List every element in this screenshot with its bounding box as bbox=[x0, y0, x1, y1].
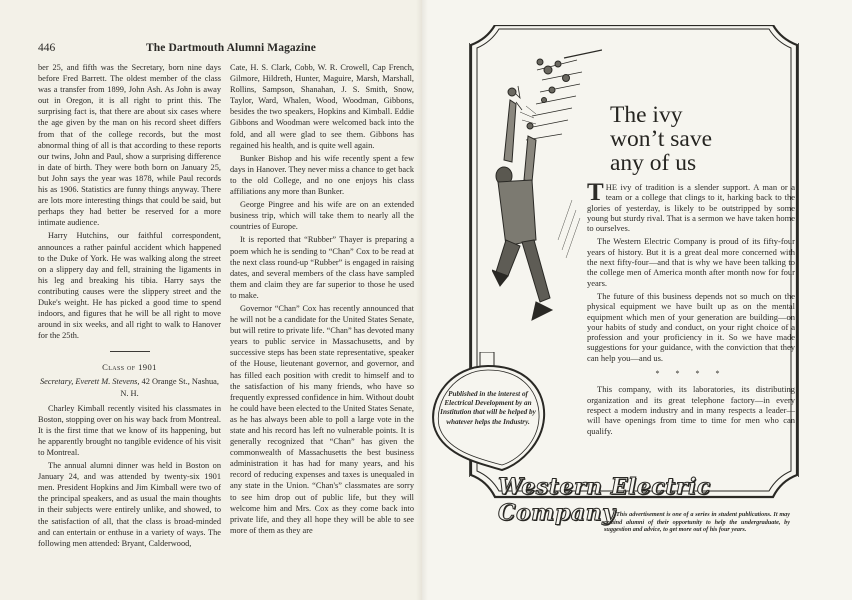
running-head bbox=[38, 42, 418, 56]
headline-line: The ivy bbox=[610, 102, 683, 128]
secretary-label: Secretary, bbox=[40, 377, 74, 387]
secretary-line bbox=[38, 376, 221, 398]
ad-footnote bbox=[604, 511, 790, 534]
left-column-1 bbox=[38, 62, 221, 549]
secretary-name: Everett M. Stevens, bbox=[75, 377, 140, 387]
paragraph: Charley Kimball recently visited his classmates in Boston, stopping over on his way back from Montreal. It is the first time that we know of its happening, but he apparently brought no tangible evidence of his visit to Montreal. bbox=[38, 403, 221, 457]
paragraph: George Pingree and his wife are on an extended business trip, which will take them to nearly all the countries of Europe. bbox=[230, 200, 414, 232]
page-gutter bbox=[416, 0, 428, 600]
ad-paragraph: The future of this business depends not so much on the physical equipment we have built up as on the mental equipment which men of your generation are building—on your habits of study and conduct, on your right choice of a profession and your proficiency in it. So we have made suggestions for your guidance, with the conviction that they can help you—and us. bbox=[587, 290, 795, 363]
paragraph: Harry Hutchins, our faithful correspondent, announces a rather painful accident which happened to the Duke of York. He was walking along the street on a slippery day and fell, straining the ligaments in his leg and breaking his tibia. Harry says the contributing causes were the slippery street and the Duke's weight. He has picked a good time to spend indoors, and figures that he will be all right to move around in six weeks, and all right to walk to Hanover for the 25th. bbox=[38, 231, 221, 341]
left-column-2 bbox=[230, 62, 414, 536]
ad-paragraph bbox=[587, 179, 795, 234]
headline-line: won’t save bbox=[610, 126, 713, 152]
paragraph: Governor “Chan” Cox has recently announced that he will not be a candidate for the United States Senate, but will retire to private life. “Chan” has devoted many years to public service in Massachusetts, and by successive steps has been state representative, speaker of the House, lieutenant governor, and governor, and has filled each position with credit to himself and to the satisfaction of his many friends, who have so frequently expressed confidence in him. Without doubt he could have been elected to the United States Senate, as he has always been able to poll a large vote in the state and his record has left no vulnerable points. It is generally recognized that “Chan” has given the commonwealth of Massachusetts the best business administration it has had for many years, and his record of reducing expenses and taxes is unequaled in any state in the Union. “Chan's” classmates are sorry to see him drop out of public life, but they will welcome him and Mrs. Cox as they come back into private life, and they all hope they will be able to see more of them as they are bbox=[230, 303, 414, 535]
paragraph: Cate, H. S. Clark, Cobb, W. R. Crowell, Cap French, Gilmore, Hildreth, Hunter, Maguire, Marsh, Marshall, Rollins, Sampson, Shanahan, J. S. Smith, Snow, Taylor, Ward, Whalen, Wood, Woodman, Gibbons, besides the two speakers, Hopkins and Kimball. Eddie Gibbons and Woodman were welcomed back into the fold, and all were glad to see them. Gibbons has regained his health, and is quite well again. bbox=[230, 63, 414, 150]
asterism-separator: * * * * bbox=[655, 369, 727, 379]
seal-text: Published in the interest of Electrical Development by an Institution that will be helped by whatever helps the Industry. bbox=[440, 390, 536, 426]
paragraph: ber 25, and fifth was the Secretary, born nine days before Fred Barrett. The oldest member of the class was a transfer from 1899, John Ash. As John is away out in Oregon, it is all right to print this. The surprising fact is, that there are about six cases where the age given by the man on his record sheet differs from that of the college records, but the most abnormal thing of all is that according to these reports our twins, John and Paul, show a surprising difference in date of birth. They were both born on January 25, but John says the year was 1878, while Paul records his as 1906. Statistics are funny things anyway. There are lots more interesting things that could be said, but perhaps they had better be reserved for a more intimate audience. bbox=[38, 63, 221, 228]
ad-paragraph-text: HE ivy of tradition is a slender support. A man or a team or a college that clings to it, harking back to the glories of yesterday, is likely to be outstripped by some young but sturdy rival. That is a sermon we have taken home to ourselves. bbox=[587, 182, 795, 234]
class-heading: Class of 1901 bbox=[102, 362, 157, 373]
western-electric-logo: Western Electric Company bbox=[498, 474, 711, 526]
drop-cap: T bbox=[587, 179, 604, 206]
ad-body-copy bbox=[587, 179, 795, 436]
headline-line: any of us bbox=[610, 150, 697, 176]
secretary-address: 42 Orange St., Nashua, N. H. bbox=[120, 377, 219, 398]
section-divider bbox=[110, 351, 150, 352]
paragraph: It is reported that “Rubber” Thayer is preparing a poem which he is sending to “Chan” Cox to be read at the next class round-up “Rubber” is engaged in raising dates, and several members of the class have sampled them and claim they are far superior to those he used to make. bbox=[230, 235, 414, 300]
paragraph: The annual alumni dinner was held in Boston on January 24, and was attended by twenty-six 1901 men. President Hopkins and Jim Kimball were two of the principal speakers, and as usual the main thoughts in their subjects were entirely unlike, and showed, to the satisfaction of all, that the class is broad-minded and can entertain or enthuse in a variety of ways. The following men attended: Bryant, Calderwood, bbox=[38, 461, 221, 548]
ad-paragraph: This company, with its laboratories, its distributing organization and its great telephone factory—in every respect a modern industry and in many respects a leader—will have openings from time to time for men who can qualify. bbox=[587, 384, 795, 436]
ad-headline bbox=[610, 103, 712, 175]
page-number: 446 bbox=[38, 42, 56, 54]
ad-footnote-text: This advertisement is one of a series in student publications. It may remind alumni of their opportunity to help the undergraduate, by suggestion and advice, to get more out of his four years. bbox=[604, 511, 790, 534]
ivy-climber-illustration-icon bbox=[492, 40, 602, 330]
magazine-title: The Dartmouth Alumni Magazine bbox=[146, 42, 316, 54]
paragraph: Bunker Bishop and his wife recently spent a few days in Hanover. They never miss a chance to get back to the old College, and no one enjoys his class affiliations any more than Bunker. bbox=[230, 153, 414, 197]
ad-paragraph: The Western Electric Company is proud of its fifty-four years of history. But it is a great deal more concerned with the next fifty-four—and that is why we have been talking to the college men of America month after month now for four years. bbox=[587, 236, 795, 288]
